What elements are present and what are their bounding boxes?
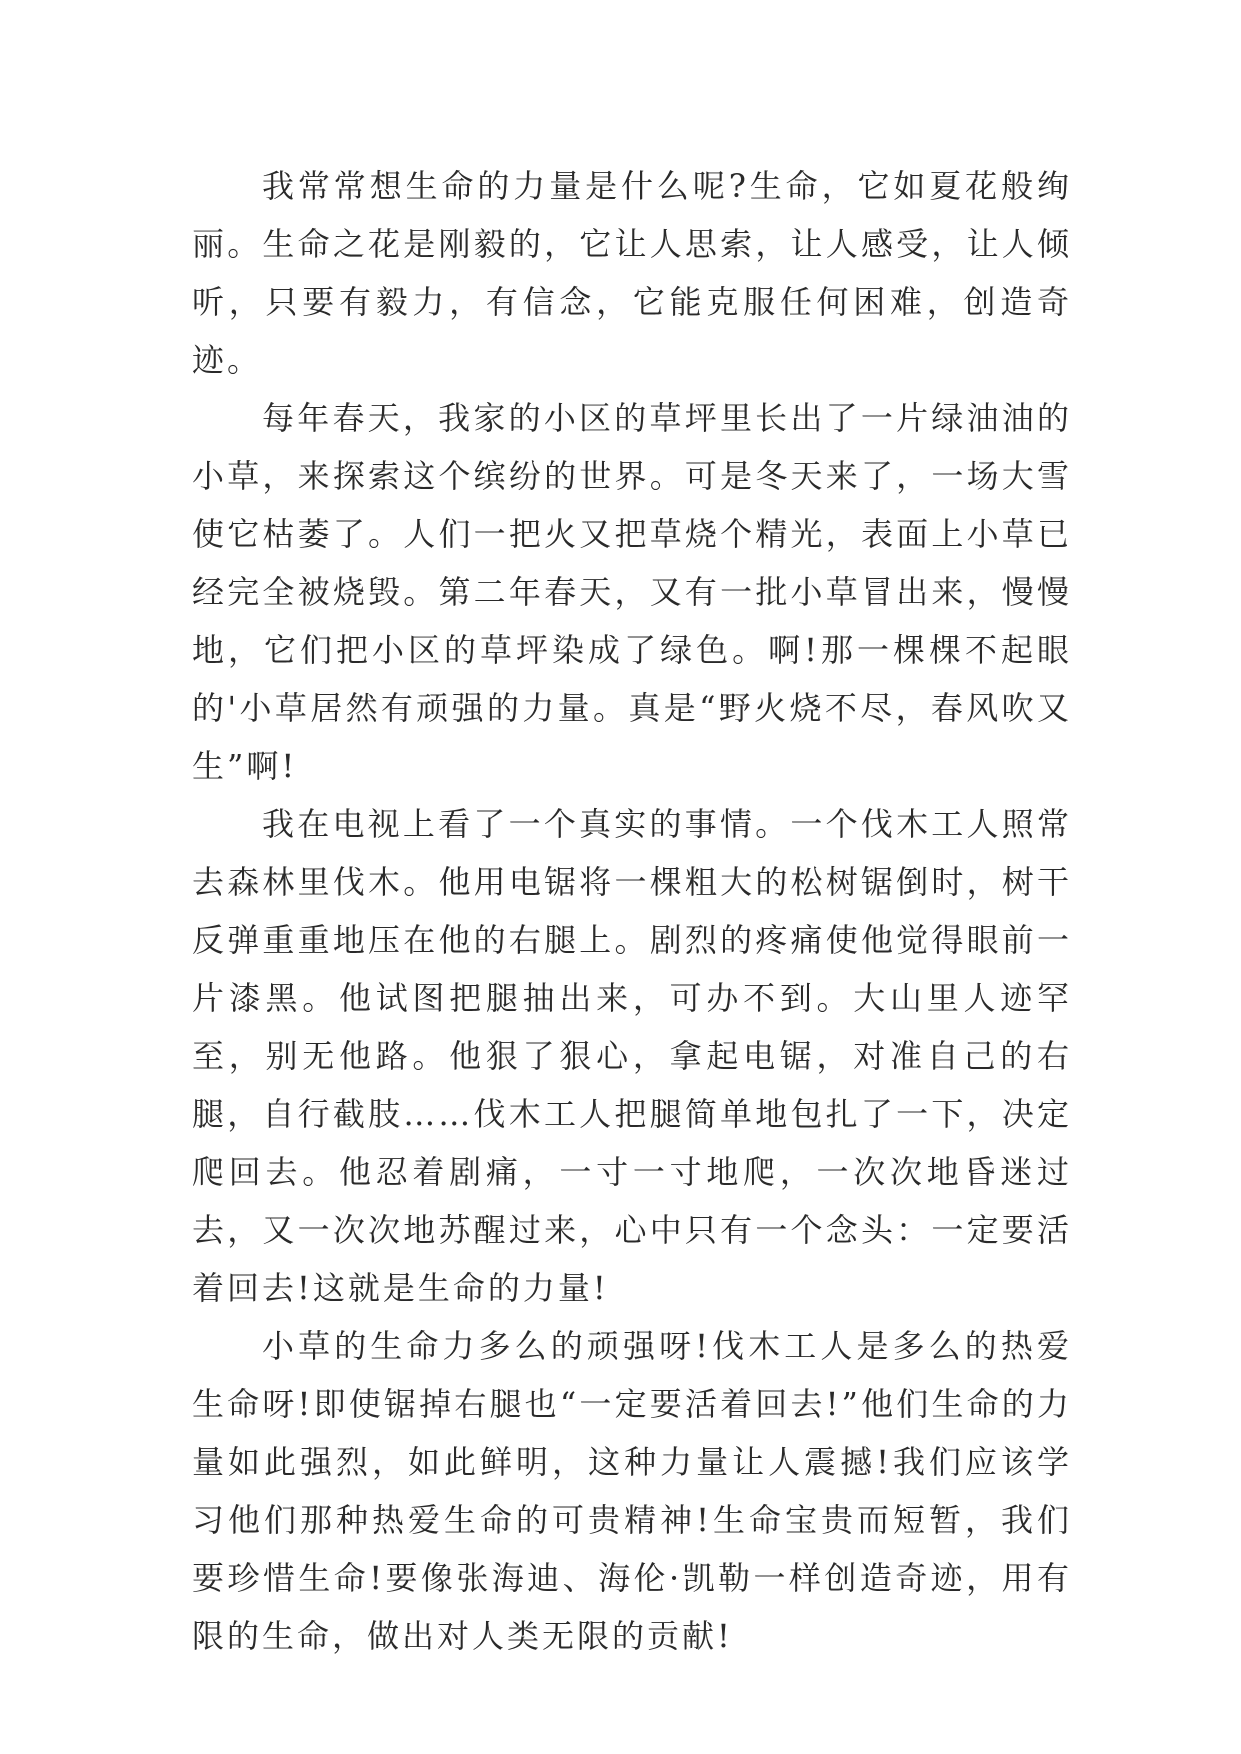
paragraph-2: 每年春天，我家的小区的草坪里长出了一片绿油油的小草，来探索这个缤纷的世界。可是冬天来了，一场大雪使它枯萎了。人们一把火又把草烧个精光，表面上小草已经完全被烧毁。第二年春天，又有一批小草冒出来，慢慢地，它们把小区的草坪染成了绿色。啊!那一棵棵不起眼的'小草居然有顽强的力量。真是“野火烧不尽，春风吹又生”啊!: [192, 399, 1072, 785]
paragraph-1: 我常常想生命的力量是什么呢?生命，它如夏花般绚丽。生命之花是刚毅的，它让人思索，让人感受，让人倾听，只要有毅力，有信念，它能克服任何困难，创造奇迹。: [192, 167, 1072, 379]
paragraph-3: 我在电视上看了一个真实的事情。一个伐木工人照常去森林里伐木。他用电锯将一棵粗大的松树锯倒时，树干反弹重重地压在他的右腿上。剧烈的疼痛使他觉得眼前一片漆黑。他试图把腿抽出来，可办不到。大山里人迹罕至，别无他路。他狠了狠心，拿起电锯，对准自己的右腿，自行截肢……伐木工人把腿简单地包扎了一下，决定爬回去。他忍着剧痛，一寸一寸地爬，一次次地昏迷过去，又一次次地苏醒过来，心中只有一个念头：一定要活着回去!这就是生命的力量!: [192, 805, 1072, 1307]
article-body: [192, 157, 1072, 1665]
paragraph-4: 小草的生命力多么的顽强呀!伐木工人是多么的热爱生命呀!即使锯掉右腿也“一定要活着回去!”他们生命的力量如此强烈，如此鲜明，这种力量让人震撼!我们应该学习他们那种热爱生命的可贵精神!生命宝贵而短暂，我们要珍惜生命!要像张海迪、海伦·凯勒一样创造奇迹，用有限的生命，做出对人类无限的贡献!: [192, 1327, 1072, 1655]
